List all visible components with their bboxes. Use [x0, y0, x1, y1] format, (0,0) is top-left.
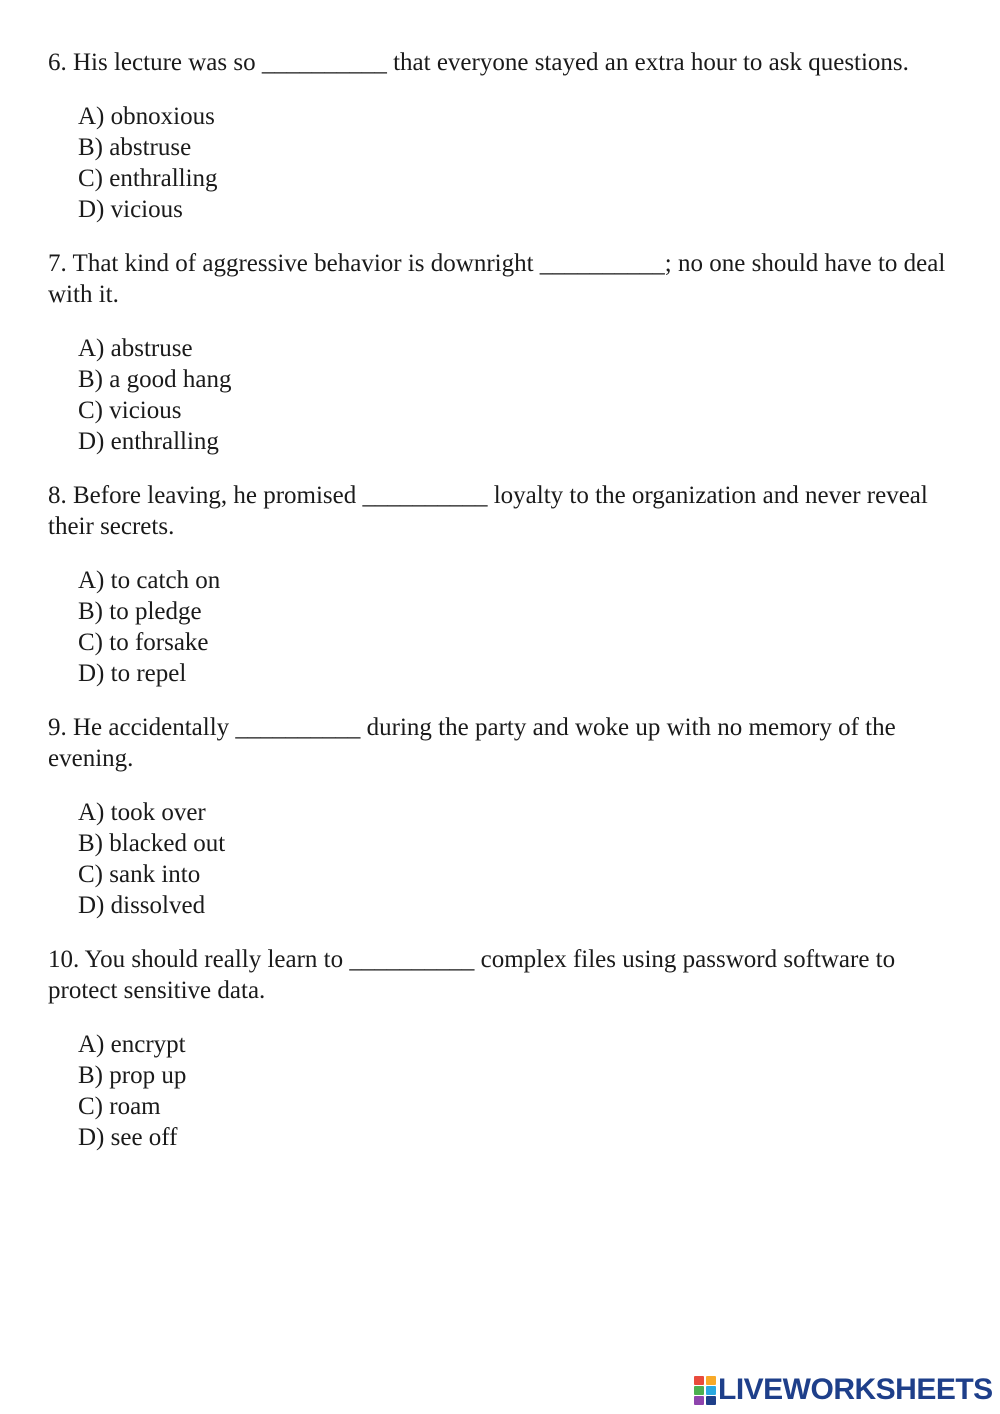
- option-a[interactable]: A) encrypt: [78, 1031, 186, 1058]
- option-d[interactable]: D) see off: [78, 1124, 178, 1151]
- logo-block: [706, 1396, 716, 1405]
- option-c[interactable]: C) roam: [78, 1093, 161, 1120]
- question-text: 10. You should really learn to __________ complex files using password software to protect sensitive data.: [48, 946, 896, 1004]
- question-9: [48, 712, 948, 921]
- option-b[interactable]: B) prop up: [78, 1062, 187, 1089]
- option-b[interactable]: B) a good hang: [78, 366, 232, 393]
- option-c[interactable]: C) to forsake: [78, 629, 209, 656]
- question-10: [48, 944, 948, 1153]
- option-a[interactable]: A) obnoxious: [78, 103, 215, 130]
- logo-block: [694, 1396, 704, 1405]
- question-text: 6. His lecture was so __________ that everyone stayed an extra hour to ask questions.: [48, 49, 909, 76]
- question-text: 7. That kind of aggressive behavior is downright __________; no one should have to deal with it.: [48, 250, 946, 308]
- logo-blocks-icon: [694, 1376, 716, 1404]
- question-6: [48, 47, 948, 225]
- worksheet: [48, 47, 948, 1176]
- option-d[interactable]: D) enthralling: [78, 428, 219, 455]
- options-list: [78, 1029, 948, 1153]
- liveworksheets-logo[interactable]: [694, 1372, 993, 1408]
- options-list: [78, 797, 948, 921]
- option-d[interactable]: D) to repel: [78, 660, 187, 687]
- question-text: 8. Before leaving, he promised __________ loyalty to the organization and never reveal their secrets.: [48, 482, 928, 540]
- logo-block: [694, 1376, 704, 1385]
- options-list: [78, 101, 948, 225]
- option-c[interactable]: C) vicious: [78, 397, 182, 424]
- options-list: [78, 565, 948, 689]
- option-c[interactable]: C) enthralling: [78, 165, 218, 192]
- option-b[interactable]: B) abstruse: [78, 134, 192, 161]
- option-b[interactable]: B) to pledge: [78, 598, 202, 625]
- logo-block: [706, 1376, 716, 1385]
- logo-block: [706, 1386, 716, 1395]
- option-a[interactable]: A) abstruse: [78, 335, 193, 362]
- option-b[interactable]: B) blacked out: [78, 830, 226, 857]
- option-c[interactable]: C) sank into: [78, 861, 201, 888]
- logo-text: LIVEWORKSHEETS: [718, 1373, 993, 1406]
- question-7: [48, 248, 948, 457]
- option-a[interactable]: A) to catch on: [78, 567, 221, 594]
- question-text: 9. He accidentally __________ during the party and woke up with no memory of the evening.: [48, 714, 896, 772]
- logo-block: [694, 1386, 704, 1395]
- question-8: [48, 480, 948, 689]
- options-list: [78, 333, 948, 457]
- option-d[interactable]: D) dissolved: [78, 892, 206, 919]
- option-a[interactable]: A) took over: [78, 799, 206, 826]
- option-d[interactable]: D) vicious: [78, 196, 183, 223]
